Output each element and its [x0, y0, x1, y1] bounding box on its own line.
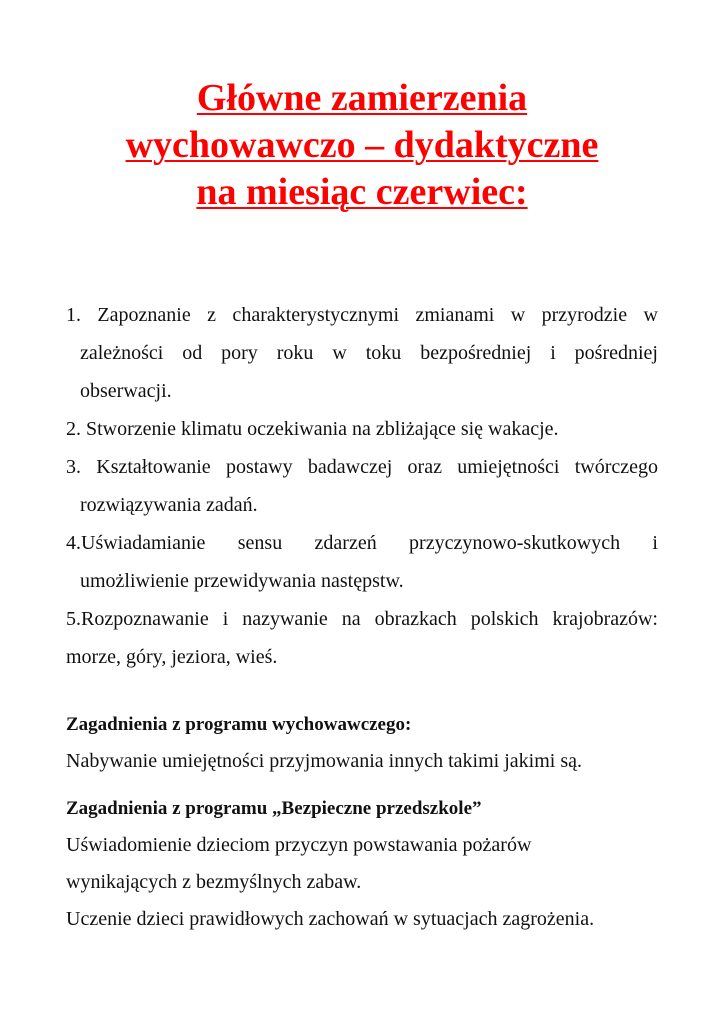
goal-3-line-2: rozwiązywania zadań. — [80, 494, 258, 516]
goal-4-line-1: 4.Uświadamianie sensu zdarzeń przyczynowo-skutkowych i — [66, 532, 658, 554]
page-title — [0, 75, 724, 216]
goal-1-line-2: zależności od pory roku w toku bezpośredniej i pośredniej — [80, 342, 658, 364]
goal-item-2 — [66, 410, 658, 448]
title-line-1: Główne zamierzenia — [196, 77, 528, 119]
goal-5-line-1: 5.Rozpoznawanie i nazywanie na obrazkach polskich krajobrazów: — [66, 608, 658, 630]
goal-item-4 — [66, 524, 658, 600]
goal-1-line-1: 1. Zapoznanie z charakterystycznymi zmianami w przyrodzie w — [66, 304, 658, 326]
goal-3-line-1: 3. Kształtowanie postawy badawczej oraz umiejętności twórczego — [66, 456, 658, 478]
goal-4-line-2: umożliwienie przewidywania następstw. — [80, 570, 404, 592]
goals-list — [66, 296, 658, 676]
section-educational-heading: Zagadnienia z programu wychowawczego: — [66, 714, 412, 735]
title-line-3: na miesiąc czerwiec: — [196, 171, 528, 213]
section-safety-heading: Zagadnienia z programu „Bezpieczne przedszkole” — [66, 798, 482, 819]
section-educational-program — [66, 707, 666, 779]
goal-item-5 — [66, 600, 658, 676]
goal-5-line-2: morze, góry, jeziora, wieś. — [66, 646, 278, 668]
section-educational-line-1: Nabywanie umiejętności przyjmowania innych takimi jakimi są. — [66, 750, 582, 772]
goal-item-3 — [66, 448, 658, 524]
goal-1-line-3: obserwacji. — [80, 380, 172, 402]
section-safety-line-3: Uczenie dzieci prawidłowych zachowań w sytuacjach zagrożenia. — [66, 908, 595, 930]
goal-item-1 — [66, 296, 658, 410]
title-line-2: wychowawczo – dydaktyczne — [125, 124, 599, 166]
section-safety-program — [66, 791, 666, 938]
section-safety-line-2: wynikających z bezmyślnych zabaw. — [66, 871, 362, 893]
section-safety-line-1: Uświadomienie dzieciom przyczyn powstawania pożarów — [66, 834, 532, 856]
goal-2-line-1: 2. Stworzenie klimatu oczekiwania na zbliżające się wakacje. — [66, 418, 559, 440]
